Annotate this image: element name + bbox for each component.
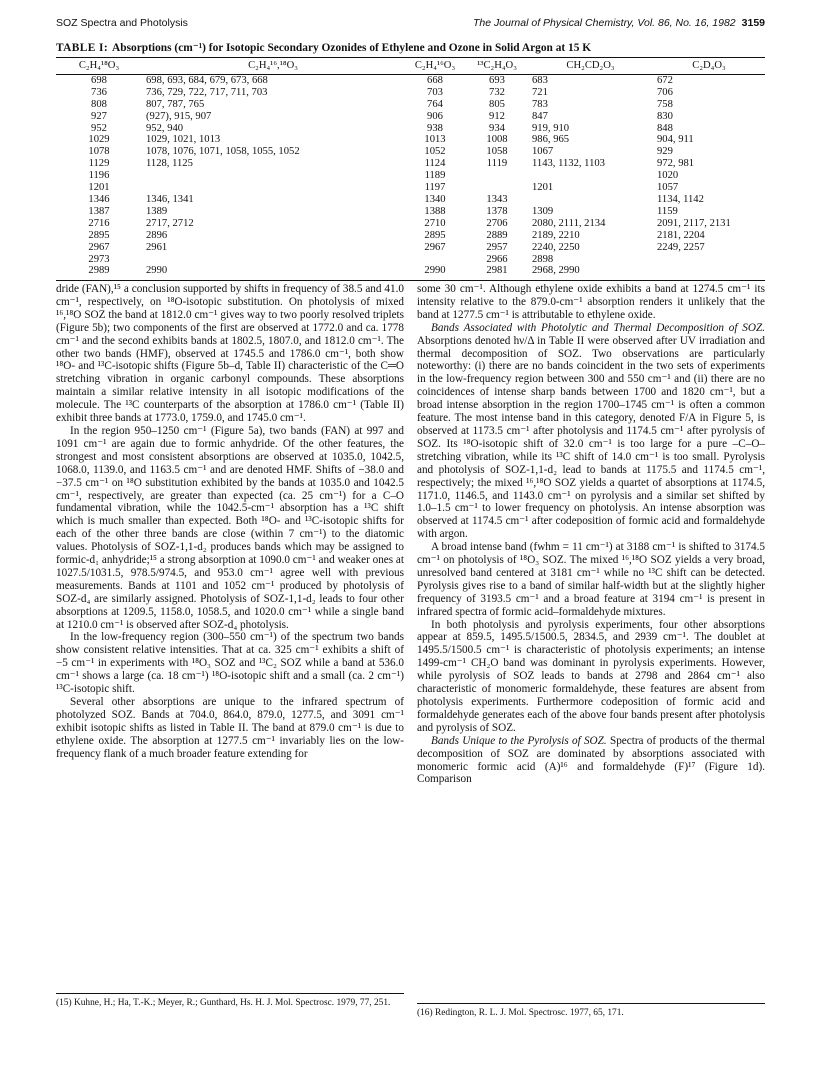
table-cell: 1309 [532,205,554,217]
paragraph: some 30 cm⁻¹. Although ethylene oxide exhibits a band at 1274.5 cm⁻¹ its intensity relative to the 879.0-cm⁻¹ absorption renders it unlikely that the band at 1277.5 cm⁻¹ is attributable to ethylene oxide. [417,283,765,321]
table-cell: 1124 [424,158,446,170]
isotopic-absorption-table [56,57,765,281]
table-cell: 1197 [424,182,446,194]
paragraph-text: Absorptions denoted hν/Δ in Table II were observed after UV irradiation and thermal decomposition of SOZ. Two observations are particularly noteworthy: (i) there are no bands coincident in the two sets of experiments in the low-frequency region between 300 and 550 cm⁻¹ and (ii) there are no coincidences of intense sharp bands between 1700 and 1820 cm⁻¹, but a broad intense absorption in the region 1700–1745 cm⁻¹ is often a common feature. The most intense band in this category, denoted F/A in Figure 5, is observed at 1173.5 cm⁻¹ after photolysis and 1174.5 cm⁻¹ after pyrolysis of SOZ. Its ¹⁸O-isotopic shift of 32.0 cm⁻¹ is too large for a pure –C–O– stretching vibration, while its ¹³C shift of 14.0 cm⁻¹ is too small. Pyrolysis and photolysis of SOZ-1,1-d₂ lead to bands at 1175.5 and 1174.5 cm⁻¹, respectively; the mixed ¹⁶,¹⁸O SOZ yields a quartet of absorptions at 1174.5, 1171.0, 1146.5, and 1143.0 cm⁻¹ on pyrolysis and a similar set shifted by 1.0–1.5 cm⁻¹ to lower frequency on photolysis. An intense absorption was observed at 1174.5 cm⁻¹ after codeposition of formic acid and formaldehyde with argon. [417,334,765,541]
table-cell: 736, 729, 722, 717, 711, 703 [146,86,268,98]
table-cell: 986, 965 [532,134,570,146]
right-column [417,283,765,786]
table-row [56,74,765,86]
left-column [56,283,404,761]
table-cell: 2896 [146,229,168,241]
table-cell: 1078 [88,146,110,158]
table-cell: 1013 [424,134,446,146]
paragraph: In both photolysis and pyrolysis experiments, four other absorptions appear at 859.5, 1495.5/1500.5, 2834.5, and 2939 cm⁻¹. The doublet at 1495.5/1500.5 cm⁻¹ is characteristic of photolysis experiments; an intense 1499-cm⁻¹ CH₂O band was dominant in pyrolysis experiments. However, while pyrolysis of SOZ leads to bands at 2798 and 2864 cm⁻¹ also characteristic of monomeric formaldehyde, these features are absent from photolysis experiments. Furthermore codeposition of formic acid and formaldehyde generates each of the above four bands present after photolysis and pyrolysis of SOZ. [417,618,765,734]
table-cell: 1134, 1142 [657,193,704,205]
table-caption-text: Absorptions (cm⁻¹) for Isotopic Secondary Ozonides of Ethylene and Ozone in Solid Argon at 15 K [112,42,592,54]
table-cell: 906 [427,110,443,122]
table-cell: 1388 [424,205,446,217]
table-cell: 1189 [424,170,446,182]
table-cell: 2189, 2210 [532,229,580,241]
table-cell: 1387 [88,205,110,217]
paragraph: Several other absorptions are unique to the infrared spectrum of photolyzed SOZ. Bands at 704.0, 864.0, 879.0, 1277.5, and 3091 cm⁻¹ exhibit isotopic shifts as listed in Table II. The band at 879.0 cm⁻¹ is due to ethylene oxide. The absorption at 1277.5 cm⁻¹ invariably lies on the low-frequency flank of a much broader feature extending for [56,696,404,760]
table-cell: 2181, 2204 [657,229,705,241]
table-cell: 732 [489,86,505,98]
table-cell: 2981 [466,265,528,280]
table-cell: 736 [91,86,107,98]
table-cell: 672 [657,74,673,86]
table-cell: 1057 [657,182,679,194]
table-cell [404,254,466,266]
journal-citation: The Journal of Physical Chemistry, Vol. 86, No. 16, 1982 [473,17,736,29]
table-cell: 2967 [88,241,110,253]
table-cell [653,265,765,280]
table-cell: 2249, 2257 [657,241,705,253]
table-cell: 764 [427,98,443,110]
table-cell: 683 [532,74,548,86]
table-cell: 1128, 1125 [146,158,193,170]
table-cell: 1143, 1132, 1103 [532,158,605,170]
table-row [56,134,765,146]
paragraph [417,322,765,541]
footnote-16: (16) Redington, R. L. J. Mol. Spectrosc. 1977, 65, 171. [417,1003,765,1019]
table-cell: 783 [532,98,548,110]
table-cell: 807, 787, 765 [146,98,205,110]
table-cell: 1201 [532,182,554,194]
table-cell: 1058 [486,146,508,158]
table-cell: 919, 910 [532,122,570,134]
table-cell: 2717, 2712 [146,217,194,229]
paragraph: In the region 950–1250 cm⁻¹ (Figure 5a), two bands (FAN) at 997 and 1091 cm⁻¹ are again due to formic anhydride. Of the other features, the strongest and most consistent absorptions are observed at 1035.0, 1042.5, 1068.0, 1139.0, and 1163.5 cm⁻¹ and are denoted HMF. Shifts of −38.0 and −37.5 cm⁻¹ on ¹⁸O substitution exhibited by the bands at 1035.0 and 1042.5 cm⁻¹, respectively, are greater than expected (ca. 25 cm⁻¹) for a C–O fundamental vibration, while the 1042.5-cm⁻¹ absorption has a ¹³C shift which is much smaller than expected. Both ¹⁸O- and ¹³C-isotopic shifts for each of the other three bands are close (within 7 cm⁻¹) to the diatomic values. Photolysis of SOZ-1,1-d₂ produces bands which may be assigned to formic-d₁ anhydride;¹⁵ a strong absorption at 1090.0 cm⁻¹ and weaker ones at 1027.5/1031.5, 978.5/974.5, and 953.0 cm⁻¹ agree well with previous measurements. Bands at 1101 and 1052 cm⁻¹ produced by photolysis of SOZ-d₄ are similarly assigned. Photolysis of SOZ-1,1-d₂ leads to four other absorptions at 1209.5, 1158.0, 1058.5, and 1020.0 cm⁻¹ while a single band at 1210.0 cm⁻¹ is observed after SOZ-d₄ photolysis. [56,424,404,631]
table-header-cell: C₂H₄¹⁶O₃ [404,58,466,75]
table-cell: 706 [657,86,673,98]
table-cell: 1029, 1021, 1013 [146,134,221,146]
table-cell: 1346 [88,193,110,205]
header-left: SOZ Spectra and Photolysis [56,17,188,29]
table-row [56,111,765,123]
table-cell [466,182,528,194]
table-cell: 848 [657,122,673,134]
paragraph: In the low-frequency region (300–550 cm⁻¹) of the spectrum two bands show consistent relative intensities. That at ca. 325 cm⁻¹ exhibits a shift of −5 cm⁻¹ in experiments with ¹⁸O₃ SOZ and ¹³C₂ SOZ while a band at 536.0 cm⁻¹ shows a large (ca. 18 cm⁻¹) ¹⁸O-isotopic shift and a small (ca. 2 cm⁻¹) ¹³C-isotopic shift. [56,631,404,696]
table-cell: 2710 [424,217,446,229]
table-cell: 698 [91,74,107,86]
table-row [56,170,765,182]
header-right [473,17,765,29]
table-cell: 2091, 2117, 2131 [657,217,731,229]
table-cell: 929 [657,146,673,158]
table-cell: 2957 [486,241,508,253]
table-cell: 698, 693, 684, 679, 673, 668 [146,74,268,86]
table-row [56,206,765,218]
table-cell: 847 [532,110,548,122]
table-cell: 1029 [88,134,110,146]
table-cell [528,194,653,206]
table-cell: 2989 [56,265,142,280]
table-cell: 952 [91,122,107,134]
table-cell: 2990 [404,265,466,280]
table-header-cell: C₂H₄¹⁶,¹⁸O₃ [142,58,404,75]
table-row [56,265,765,280]
table-row [56,158,765,170]
table-row [56,123,765,135]
table-cell: 1078, 1076, 1071, 1058, 1055, 1052 [146,146,300,158]
table-cell: 668 [427,74,443,86]
table-cell: 721 [532,86,548,98]
table-cell: 1378 [486,205,508,217]
table-cell: 1346, 1341 [146,193,194,205]
table-row [56,87,765,99]
table-cell: 1340 [424,193,446,205]
table-cell: 703 [427,86,443,98]
table-label: TABLE I: [56,42,109,54]
paragraph [417,735,765,787]
table-row [56,254,765,266]
table-cell: 934 [489,122,505,134]
table-cell: 1159 [657,205,678,217]
page-number: 3159 [741,17,765,29]
table-cell: 2895 [88,229,110,241]
table-cell: 972, 981 [657,158,695,170]
table-cell: 693 [489,74,505,86]
table-cell: 912 [489,110,505,122]
table-cell: 2240, 2250 [532,241,580,253]
table-cell [528,170,653,182]
table-cell: 2080, 2111, 2134 [532,217,606,229]
table-header-cell: CH₂CD₂O₃ [528,58,653,75]
table-cell [653,254,765,266]
table-cell: 808 [91,98,107,110]
table-cell: 2961 [146,241,168,253]
section-heading: Bands Associated with Photolytic and Thermal Decomposition of SOZ. [431,321,765,334]
paragraph-text: Spectra of products of the thermal decomposition of SOZ are dominated by absorptions associated with monomeric formic acid (A)¹⁶ and formaldehyde (F)¹⁷ (Figure 1d). Comparison [417,734,765,786]
table-row [56,242,765,254]
table-cell: 2973 [88,253,110,265]
table-cell [142,170,404,182]
table-cell: 2716 [88,217,110,229]
table-caption [56,40,765,54]
table-cell [466,170,528,182]
table-cell [142,254,404,266]
table-row [56,99,765,111]
table-cell: 2889 [486,229,508,241]
table-cell: 2898 [532,253,554,265]
table-cell: 1343 [486,193,508,205]
table-cell: (927), 915, 907 [146,110,212,122]
table-cell: 1201 [88,182,110,194]
table-row [56,146,765,158]
table-cell: 1052 [424,146,446,158]
table-header-cell: C₂H₄¹⁸O₃ [56,58,142,75]
table-row [56,182,765,194]
table-row [56,194,765,206]
table-cell: 1129 [88,158,110,170]
table-header-cell: ¹³C₂H₄O₃ [466,58,528,75]
table-cell: 904, 911 [657,134,694,146]
table-cell: 1196 [88,170,110,182]
paragraph: dride (FAN),¹⁵ a conclusion supported by shifts in frequency of 38.5 and 41.0 cm⁻¹, respectively, on ¹⁸O-isotopic substitution. On photolysis of mixed ¹⁶,¹⁸O SOZ the band at 1812.0 cm⁻¹ gives way to two poorly resolved triplets (Figure 5b); two components of the first are observed at 1772.0 and ca. 1778 cm⁻¹ and the second exhibits bands at 1802.5, 1807.0, and 1812.0 cm⁻¹. The other two bands (HMF), observed at 1745.5 and 1786.0 cm⁻¹, both show ¹⁸O- and ¹³C-isotopic shifts (Figure 5b–d, Table II) characteristic of the C═O stretching vibration in organic carbonyl compounds. These absorptions maintain a similar relative intensity in all isotopic modifications of the molecule. The ¹³C counterparts of the absorption at 1786.0 cm⁻¹ (Table II) exhibit three bands at 1773.0, 1759.0, and 1745.0 cm⁻¹. [56,283,404,425]
table-cell: 2966 [486,253,508,265]
table-cell: 758 [657,98,673,110]
table-cell: 938 [427,122,443,134]
table-cell: 2968, 2990 [528,265,653,280]
table-cell: 1119 [486,158,508,170]
table-cell: 2706 [486,217,508,229]
table-cell: 2967 [424,241,446,253]
table-cell: 1020 [657,170,679,182]
table-cell: 1389 [146,205,168,217]
table-cell: 830 [657,110,673,122]
running-header [56,17,765,33]
table-row [56,218,765,230]
footnote-15: (15) Kuhne, H.; Ha, T.-K.; Meyer, R.; Gunthard, Hs. H. J. Mol. Spectrosc. 1979, 77, 251. [56,993,404,1009]
table-cell: 2895 [424,229,446,241]
table-cell: 1067 [532,146,554,158]
table-cell: 805 [489,98,505,110]
table-header-cell: C₂D₄O₃ [653,58,765,75]
table-cell: 1008 [486,134,508,146]
table-cell: 927 [91,110,107,122]
table-row [56,230,765,242]
table-cell [142,182,404,194]
paragraph: A broad intense band (fwhm = 11 cm⁻¹) at 3188 cm⁻¹ is shifted to 3174.5 cm⁻¹ on photolysis of ¹⁸O₃ SOZ. The mixed ¹⁶,¹⁸O SOZ yields a very broad, unresolved band centered at 3181 cm⁻¹ while no ¹³C shift can be detected. Pyrolysis gives rise to a band of similar half-width but at the slightly higher frequency of 3193.5 cm⁻¹ and a broad feature at 3194 cm⁻¹ is present in infrared spectra of formic acid–formaldehyde mixtures. [417,541,765,618]
section-heading: Bands Unique to the Pyrolysis of SOZ. [431,734,607,747]
table-cell: 2990 [142,265,404,280]
table-cell: 952, 940 [146,122,184,134]
